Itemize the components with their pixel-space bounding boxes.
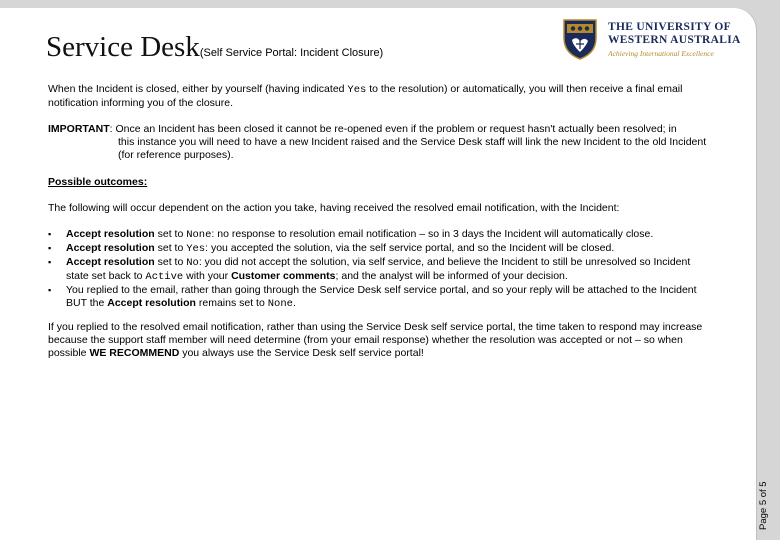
title-subtitle: (Self Service Portal: Incident Closure) [199,47,384,59]
important-text-rest: this instance you will need to have a new Incident raised and the Service Desk staff will link the new Incident to the old Incident (for reference purposes). [118,136,707,161]
important-paragraph [48,123,720,162]
page-number: Page 5 of 5 [758,481,769,530]
title-main: Service Desk [46,31,200,63]
university-logo [562,16,741,66]
intro-text-2: to the resolution) or automatically, you will then receive a final email notification informing you of the closure. [48,83,683,109]
list-item: ▪ You replied to the email, rather than going through the Service Desk self service portal, and so your reply will be attached to the Incident BUT the Accept resolution remains set to None. [48,284,708,311]
important-text-first: : Once an Incident has been closed it cannot be re-opened even if the problem or request hasn't actually been resolved; in [109,123,677,135]
outcomes-heading: Possible outcomes: [48,176,148,188]
closing-paragraph [48,321,714,360]
university-name-line2: WESTERN AUSTRALIA [608,34,741,46]
closing-recommend: WE RECOMMEND [89,347,180,359]
outcomes-list [48,228,708,311]
crest-icon [562,18,598,60]
outcomes-intro: The following will occur dependent on the action you take, having received the resolved email notification, with the Incident: [48,202,620,214]
closing-text-2: you always use the Service Desk self service portal! [179,347,424,359]
list-item: ▪ Accept resolution set to Yes: you accepted the solution, via the self service portal, and so the Incident will be closed. [48,242,708,256]
list-item: ▪ Accept resolution set to No: you did not accept the solution, via self service, and believe the Incident to still be unresolved so Incident state set back to Active with your Customer comments; and the analyst will be informed of your decision. [48,256,708,284]
intro-text-1: When the Incident is closed, either by yourself (having indicated [48,83,348,95]
page-title [46,31,383,64]
intro-paragraph [48,83,708,110]
university-tagline: Achieving International Excellence [608,49,714,58]
closing-text-1: If you replied to the resolved email notification, rather than using the Service Desk self service portal, the time taken to respond may increase because the support staff member will need determine (from your email response) whether the resolution was accepted or not – so when possible [48,321,703,359]
university-name-line1: THE UNIVERSITY OF [608,21,731,33]
important-label: IMPORTANT [48,123,110,135]
university-name [608,21,741,47]
intro-code-yes: Yes [347,84,367,96]
list-item: ▪ Accept resolution set to None: no response to resolution email notification – so in 3 days the Incident will automatically close. [48,228,708,242]
